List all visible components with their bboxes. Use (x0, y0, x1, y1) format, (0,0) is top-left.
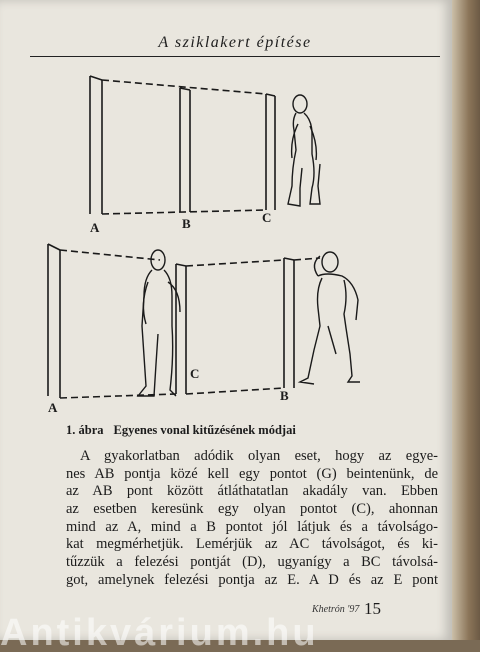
top-sight-lines (102, 80, 266, 214)
bottom-right-person-figure (300, 252, 360, 384)
body-paragraph (66, 448, 438, 590)
text-line: kat megmérhetjük. Lemérjük az AC távolságot, és ki- (66, 536, 438, 553)
top-pole-c (266, 94, 275, 210)
figure-caption (66, 423, 296, 438)
header-rule (30, 56, 440, 57)
bottom-label-b: B (280, 388, 289, 403)
bottom-pole-a (48, 244, 60, 398)
text-line: nes AB pontja közé kell egy pontot (G) beintenünk, de (66, 465, 438, 482)
watermark: Antikvárium.hu (0, 612, 319, 652)
top-pole-a (90, 76, 102, 214)
text-line: az AB pont között átláthatatlan akadály van. Ebben (66, 483, 438, 500)
top-label-a: A (90, 220, 100, 235)
page-number: 15 (364, 599, 381, 618)
caption-title: Egyenes vonal kitűzésének módjai (113, 423, 296, 437)
footer-publisher: Khetrón '97 (312, 604, 360, 615)
bottom-left-person-figure (138, 250, 180, 396)
bottom-pole-c (176, 264, 186, 394)
top-label-c: C (262, 210, 272, 225)
figure-drawing (30, 64, 440, 424)
text-line: mind az A, mind a B pontot jól látjuk és a távolságo- (66, 518, 438, 535)
text-line: got, amelynek felezési pontja az E. A D és az E pont (66, 571, 438, 588)
top-label-b: B (182, 216, 191, 231)
top-pole-b (180, 88, 190, 212)
figure-1 (30, 64, 440, 424)
page-edge (452, 0, 480, 640)
text-line: A gyakorlatban adódik olyan eset, hogy az egye- (80, 448, 438, 464)
top-person-figure (288, 95, 320, 206)
bottom-label-a: A (48, 400, 58, 415)
caption-number: 1. ábra (66, 423, 104, 437)
bottom-label-c: C (190, 366, 200, 381)
text-line: tűzzük a felezési pontját (D), ugyanígy a BC távolsá- (66, 554, 438, 571)
running-head: A sziklakert építése (158, 34, 312, 51)
bottom-pole-b (284, 258, 294, 388)
text-line: az esetben keresünk egy olyan pontot (C), ahonnan (66, 501, 438, 518)
